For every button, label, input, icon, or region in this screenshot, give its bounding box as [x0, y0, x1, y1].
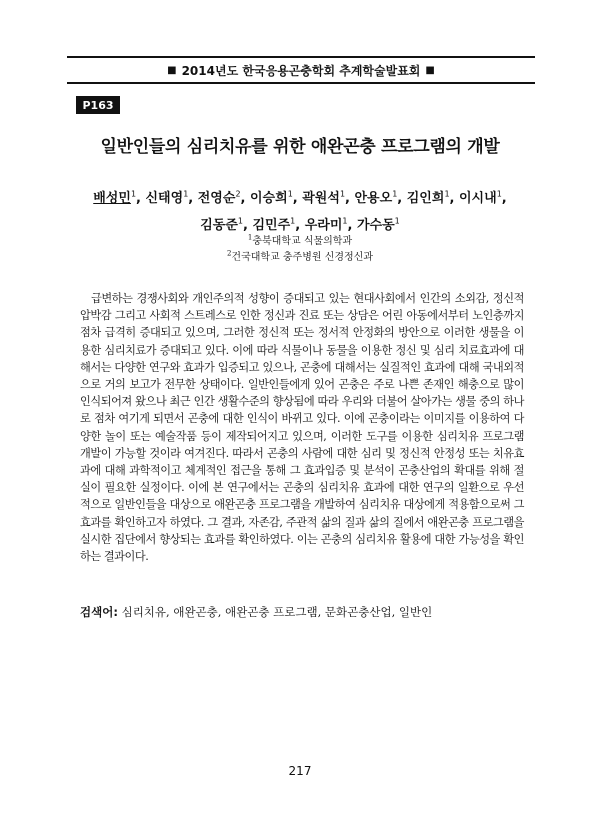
author-name: 이승희 [250, 191, 288, 207]
author-affiliation-mark: 1 [237, 216, 244, 226]
abstract-body: 급변하는 경쟁사회와 개인주의적 성향이 증대되고 있는 현대사회에서 인간의 소외감, 정신적 압박감 그리고 사회적 스트레스로 인한 정신과 진료 또는 상담은 어린 아동에서부터 노인층까지 점차 급격히 증대되고 있으며, 그러한 정신적 또는 정서적 안정화의 방안으로 이러한 생물을 이용한 심리치료가 증대되고 있다. 이에 따라 식물이나 동물을 이용한 정신 및 심리 치료효과에 대해서는 다양한 연구와 효과가 입증되고 있으나, 곤충에 대해서는 실질적인 효과에 대해 국내외적으로 거의 보고가 전무한 상태이다. 일반인들에게 있어 곤충은 주로 나쁜 존재인 해충으로 많이 인식되어져 왔으나 최근 인간 생활수준의 향상됨에 따라 우리와 더불어 살아가는 생물 중의 하나로 점차 여기게 되면서 곤충에 대한 인식이 바뀌고 있다. 이에 곤충이라는 이미지를 이용하여 다양한 놀이 또는 예술작품 등이 제작되어지고 있으며, 이러한 도구를 이용한 심리치유 프로그램 개발이 가능할 것이라 여겨진다. 따라서 곤충의 사람에 대한 심리 및 정신적 안정성 또는 치유효과에 대해 과학적이고 체계적인 접근을 통해 그 효과입증 및 분석이 곤충산업의 확대를 위해 절실이 필요한 실정이다. 이에 본 연구에서는 곤충의 심리치유 효과에 대한 연구의 일환으로 우선적으로 일반인들을 대상으로 애완곤충 프로그램을 개발하여 심리치유 대상에게 적용함으로써 그 효과를 확인하고자 하였다. 그 결과, 자존감, 주관적 삶의 질과 삶의 질에서 애완곤충 프로그램을 실시한 집단에서 향상되는 효과를 확인하였다. 이는 곤충의 심리치유 활용에 대한 가능성을 확인하는 결과이다. [80, 292, 524, 564]
author-affiliation-mark: 1 [444, 190, 450, 199]
author-name: 곽원석 [302, 191, 340, 207]
poster-number-badge: P163 [76, 96, 120, 114]
author-affiliation-mark: 1 [290, 216, 296, 226]
author-name: 전영순 [197, 191, 236, 207]
square-bullet-icon: ■ [167, 64, 177, 76]
author-list [70, 184, 530, 237]
affiliation-number: 2 [226, 249, 232, 258]
author-affiliation-mark: 1 [342, 216, 348, 226]
keywords [80, 604, 524, 620]
author-name: 김동준 [200, 217, 238, 233]
affiliation-number: 1 [247, 233, 253, 242]
conference-header [67, 56, 535, 84]
author-affiliation-mark: 1 [339, 190, 346, 199]
author-line-2: 김동준$^1$, 김민주$^1$, 우라미$^1$, 가수동$^1$ [200, 216, 400, 233]
author-affiliation-mark: 1 [130, 190, 137, 199]
square-bullet-icon: ■ [425, 64, 435, 76]
page-number: 217 [288, 764, 312, 778]
author-line-1: 배성민$^1$, 신태영$^1$, 전영순$^2$, 이승희$^1$, 곽원석$^1$, 안용오$^1$, 김인희$^1$, 이시내$^1$, [93, 190, 507, 207]
author-affiliation-mark: 2 [235, 190, 241, 199]
author-affiliation-mark: 1 [496, 190, 502, 199]
affiliation-1 [70, 232, 530, 247]
author-name: 신태영 [145, 191, 184, 207]
conference-title: 2014년도 한국응용곤충학회 추계학술발표회 [181, 63, 421, 78]
affiliation-2 [70, 248, 530, 263]
author-affiliation-mark: 1 [392, 190, 398, 199]
author-name: 이시내 [459, 191, 497, 207]
author-name: 안용오 [354, 191, 393, 207]
affiliation-text: 건국대학교 충주병원 신경정신과 [231, 252, 374, 263]
keywords-label: 검색어: [80, 605, 118, 619]
author-name: 배성민 [93, 191, 131, 207]
author-name: 김인희 [406, 191, 445, 207]
affiliation-text: 충북대학교 식물의학과 [252, 236, 353, 247]
author-name: 가수동 [356, 217, 395, 233]
keywords-text: 심리치유, 애완곤충, 애완곤충 프로그램, 문화곤충산업, 일반인 [121, 605, 433, 619]
author-name: 우라미 [304, 217, 343, 233]
author-affiliation-mark: 1 [183, 190, 189, 199]
author-name: 김민주 [252, 217, 291, 233]
author-affiliation-mark: 1 [287, 190, 293, 199]
author-affiliation-mark: 1 [394, 216, 400, 226]
paper-title: 일반인들의 심리치유를 위한 애완곤충 프로그램의 개발 [100, 137, 500, 157]
